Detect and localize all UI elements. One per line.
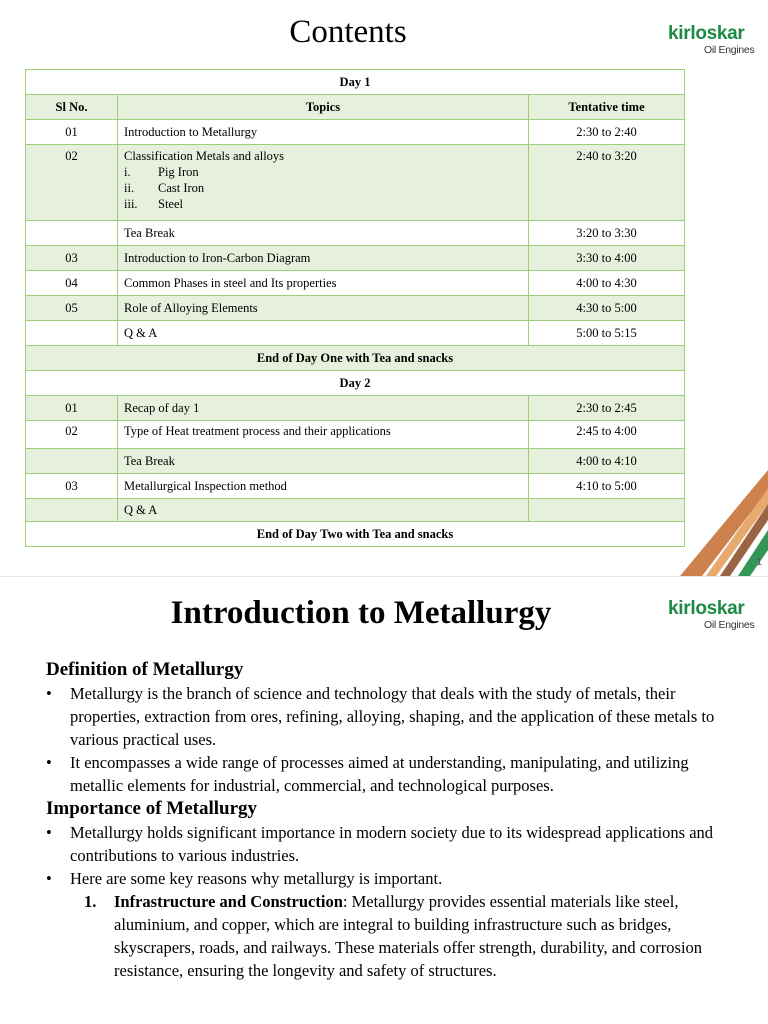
row-time: 3:20 to 3:30 bbox=[529, 221, 685, 246]
row-sl: 01 bbox=[26, 396, 118, 421]
list-item: • Metallurgy holds significant importance in modern society due to its widespread applications and contributions to various industries. bbox=[46, 821, 736, 867]
definition-heading: Definition of Metallurgy bbox=[46, 659, 244, 680]
logo-brand: kirloskar bbox=[668, 23, 745, 44]
table-row bbox=[26, 449, 685, 474]
table-row bbox=[26, 221, 685, 246]
row-sl: 05 bbox=[26, 296, 118, 321]
table-row bbox=[26, 271, 685, 296]
reason-text: : Metallurgy provides essential materials like steel, aluminium, and copper, which are integral to building infrastructure such as bridges, skyscrapers, roads, and railways. These materials offer strength, durability, and corrosion resistance, ensuring the longevity and safety of structures. bbox=[114, 892, 703, 980]
row-sl: 03 bbox=[26, 246, 118, 271]
list-item: • It encompasses a wide range of processes aimed at understanding, manipulating, and utilizing metallic elements for industrial, commercial, and technological purposes. bbox=[46, 751, 736, 797]
reasons-list bbox=[46, 890, 736, 982]
row-sl: 02 bbox=[26, 145, 118, 221]
row-time bbox=[529, 499, 685, 522]
slide-title: Introduction to Metallurgy bbox=[170, 595, 552, 631]
row-time: 5:00 to 5:15 bbox=[529, 321, 685, 346]
row-time: 3:30 to 4:00 bbox=[529, 246, 685, 271]
row-topic: Introduction to Metallurgy bbox=[118, 120, 529, 145]
list-item bbox=[124, 180, 522, 196]
row-topic: Metallurgical Inspection method bbox=[118, 474, 529, 499]
row-sl bbox=[26, 449, 118, 474]
row-topic: Q & A bbox=[118, 321, 529, 346]
sub-text: Pig Iron bbox=[158, 165, 199, 179]
row-time: 4:00 to 4:30 bbox=[529, 271, 685, 296]
list-item bbox=[124, 164, 522, 180]
row-topic: Tea Break bbox=[118, 449, 529, 474]
logo-brand: kirloskar bbox=[668, 598, 745, 619]
row-time: 2:40 to 3:20 bbox=[529, 145, 685, 221]
row-time: 2:30 to 2:40 bbox=[529, 120, 685, 145]
table-row bbox=[26, 396, 685, 421]
list-item: • Metallurgy is the branch of science and technology that deals with the study of metals, their properties, extraction from ores, refining, alloying, shaping, and the application of these metals to various practical uses. bbox=[46, 682, 736, 751]
row-topic: Tea Break bbox=[118, 221, 529, 246]
row-sl bbox=[26, 499, 118, 522]
row-time: 4:30 to 5:00 bbox=[529, 296, 685, 321]
day1-end: End of Day One with Tea and snacks bbox=[26, 346, 685, 371]
logo-subtitle: Oil Engines bbox=[704, 44, 755, 56]
alloy-sublist bbox=[124, 164, 522, 212]
sub-text: Steel bbox=[158, 197, 183, 211]
row-sl: 02 bbox=[26, 421, 118, 449]
table-row bbox=[26, 421, 685, 449]
table-row bbox=[26, 321, 685, 346]
row-time: 4:00 to 4:10 bbox=[529, 449, 685, 474]
row-sl: 03 bbox=[26, 474, 118, 499]
day1-header: Day 1 bbox=[26, 70, 685, 95]
row-time: 4:10 to 5:00 bbox=[529, 474, 685, 499]
table-row bbox=[26, 499, 685, 522]
schedule-table bbox=[25, 69, 685, 547]
sub-num: ii. bbox=[124, 181, 135, 195]
row-time: 2:30 to 2:45 bbox=[529, 396, 685, 421]
sub-text: Cast Iron bbox=[158, 181, 205, 195]
table-row bbox=[26, 145, 685, 221]
row-topic: Common Phases in steel and Its properties bbox=[118, 271, 529, 296]
row-time: 2:45 to 4:00 bbox=[529, 421, 685, 449]
row-topic: Type of Heat treatment process and their applications bbox=[118, 421, 529, 449]
copper-stripes-graphic bbox=[676, 470, 768, 576]
table-row bbox=[26, 120, 685, 145]
row-topic: Q & A bbox=[118, 499, 529, 522]
table-row bbox=[26, 296, 685, 321]
importance-heading: Importance of Metallurgy bbox=[46, 798, 258, 819]
row-topic bbox=[118, 145, 529, 221]
kirloskar-logo bbox=[668, 24, 754, 56]
slide-intro bbox=[0, 577, 768, 1024]
sub-num: i. bbox=[124, 165, 131, 179]
table-row bbox=[26, 246, 685, 271]
slide-body bbox=[46, 658, 736, 982]
kirloskar-logo bbox=[668, 599, 754, 631]
row-sl: 04 bbox=[26, 271, 118, 296]
page-number: 1 bbox=[756, 557, 762, 568]
row-sl: 01 bbox=[26, 120, 118, 145]
logo-subtitle: Oil Engines bbox=[704, 619, 755, 631]
row-sl bbox=[26, 321, 118, 346]
sub-num: iii. bbox=[124, 197, 138, 211]
row-topic: Role of Alloying Elements bbox=[118, 296, 529, 321]
col-time: Tentative time bbox=[529, 95, 685, 120]
col-sl: Sl No. bbox=[26, 95, 118, 120]
day2-header: Day 2 bbox=[26, 371, 685, 396]
table-row bbox=[26, 474, 685, 499]
row-sl bbox=[26, 221, 118, 246]
reason-number: 1. bbox=[84, 892, 97, 911]
col-topics: Topics bbox=[118, 95, 529, 120]
row-topic: Recap of day 1 bbox=[118, 396, 529, 421]
row-topic: Introduction to Iron-Carbon Diagram bbox=[118, 246, 529, 271]
day2-end: End of Day Two with Tea and snacks bbox=[26, 522, 685, 547]
reason-title: Infrastructure and Construction bbox=[114, 892, 343, 911]
row-topic-text: Classification Metals and alloys bbox=[124, 149, 285, 163]
list-item: • Here are some key reasons why metallurgy is important. bbox=[46, 867, 736, 890]
list-item bbox=[84, 890, 736, 982]
list-item bbox=[124, 196, 522, 212]
slide-title: Contents bbox=[289, 14, 407, 50]
